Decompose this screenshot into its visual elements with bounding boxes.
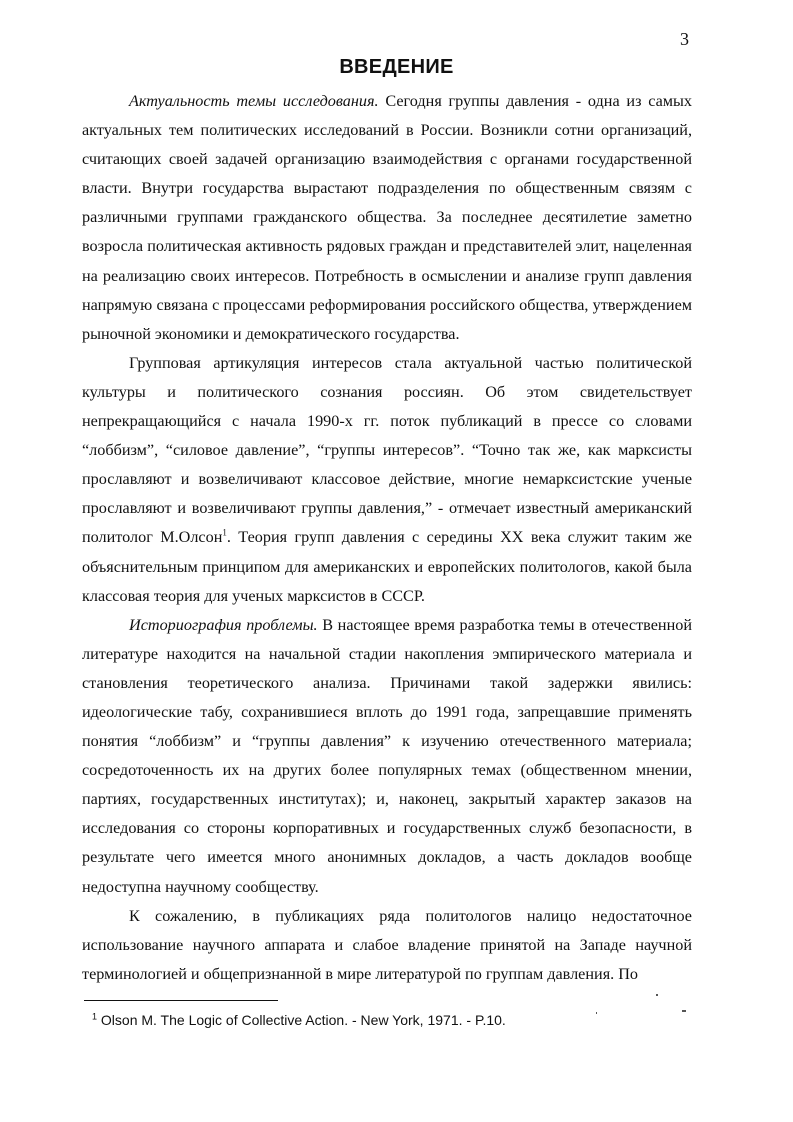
paragraph-lead: Актуальность темы исследования. [129, 92, 379, 110]
paragraph-text: К сожалению, в публикациях ряда политологов налицо недостаточное использование научного аппарата и слабое владение принятой на Западе научной терминологией и общепризнанной в мире литературой по группам давления. По [82, 906, 692, 983]
body-text [82, 87, 692, 989]
paragraph-relevance [82, 87, 692, 349]
scan-speck [682, 1010, 686, 1012]
paragraph-text: В настоящее время разработка темы в отечественной литературе находится на начальной стадии накопления эмпирического материала и становления теоретического анализа. Причинами такой задержки явились: идеологические табу, сохранившиеся вплоть до 1991 года, запрещавшие применять понятия “лоббизм” и “группы давления” к изучению отечественного материала; сосредоточенность их на других более популярных темах (общественном мнении, партиях, государственных институтах); и, наконец, закрытый характер заказов на исследования со стороны корпоративных и государственных служб безопасности, в результате чего имеется много анонимных докладов, а часть докладов вообще недоступна научному сообществу. [82, 615, 692, 896]
paragraph-historiography [82, 611, 692, 902]
footnote-reference: 1 [222, 528, 227, 539]
footnote-text: Olson M. The Logic of Collective Action. - New York, 1971. - P.10. [97, 1012, 506, 1028]
scan-speck [656, 994, 658, 996]
paragraph-text: Сегодня группы давления - одна из самых актуальных тем политических исследований в России. Возникли сотни организаций, считающих своей задачей организацию взаимодействия с органами государственной власти. Внутри государства вырастают подразделения по общественным связям с различными группами гражданского общества. За последнее десятилетие заметно возросла политическая активность рядовых граждан и представителей элит, нацеленная на реализацию своих интересов. Потребность в осмыслении и анализе групп давления напрямую связана с процессами реформирования российского общества, утверждением рыночной экономики и демократического государства. [82, 92, 693, 343]
paragraph-articulation [82, 349, 692, 611]
footnote-divider [84, 1000, 278, 1001]
paragraph-lead: Историография проблемы. [129, 615, 318, 634]
page-title: ВВЕДЕНИЕ [339, 56, 454, 78]
paragraph-text: Групповая артикуляция интересов стала актуальной частью политической культуры и политического сознания россиян. Об этом свидетельствует непрекращающийся с начала 1990-х гг. поток публикаций в прессе со словами “лоббизм”, “силовое давление”, “группы интересов”. “Точно так же, как марксисты прославляют и возвеличивают классовое действие, многие немарксистские ученые прославляют и возвеличивают группы давления,” - отмечает известный американский политолог М.Олсон [82, 353, 692, 547]
paragraph-text: . Теория групп давления с середины XX века служит таким же объяснительным принципом для американских и европейских политологов, какой была классовая теория для ученых марксистов в СССР. [82, 528, 692, 605]
footnote [92, 1012, 506, 1028]
paragraph-regret [82, 902, 692, 989]
footnote-marker: 1 [92, 1011, 98, 1022]
scan-speck [596, 1012, 597, 1014]
page-number: 3 [680, 29, 689, 49]
